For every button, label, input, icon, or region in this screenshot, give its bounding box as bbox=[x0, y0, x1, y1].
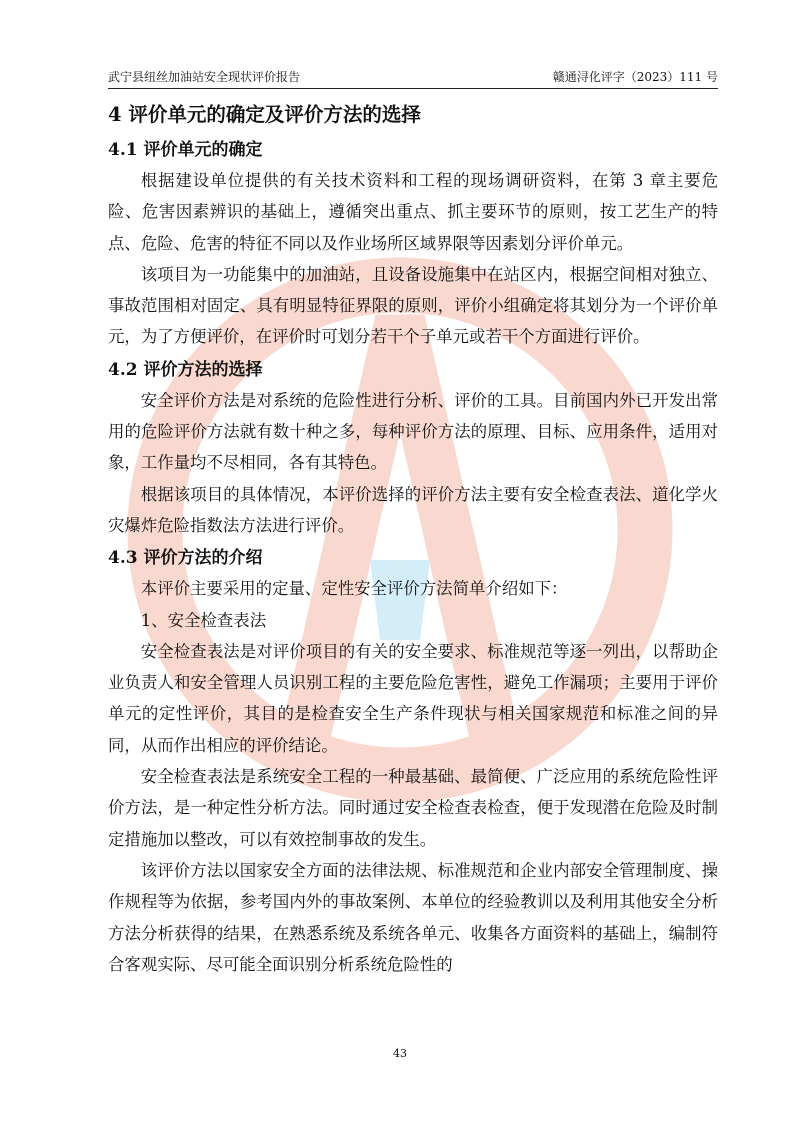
paragraph: 本评价主要采用的定量、定性安全评价方法简单介绍如下： bbox=[140, 579, 568, 599]
page-header bbox=[108, 68, 718, 89]
paragraph: 该评价方法以国家安全方面的法律法规、标准规范和企业内部安全管理制度、操作规程等为依据，参考国内外的事故案例、本单位的经验教训以及利用其他安全分析方法分析获得的结果，在熟悉系统及系统各单元、收集各方面资料的基础上，编制符合客观实际、尽可能全面识别分析系统危险性的 bbox=[108, 860, 718, 974]
section-heading-4-2: 4.2 评价方法的选择 bbox=[108, 359, 263, 380]
section-heading-4-3: 4.3 评价方法的介绍 bbox=[108, 548, 263, 569]
page-number: 43 bbox=[393, 1047, 407, 1060]
paragraph: 安全检查表法是系统安全工程的一种最基础、最简便、广泛应用的系统危险性评价方法，是一种定性分析方法。同时通过安全检查表检查，便于发现潜在危险及时制定措施加以整改，可以有效控制事故的发生。 bbox=[108, 767, 718, 849]
paragraph: 安全检查表法是对评价项目的有关的安全要求、标准规范等逐一列出，以帮助企业负责人和安全管理人员识别工程的主要危险危害性，避免工作漏项；主要用于评价单元的定性评价，其目的是检查安全生产条件现状与相关国家规范和标准之间的异同，从而作出相应的评价结论。 bbox=[108, 641, 718, 755]
page-content bbox=[108, 100, 718, 980]
list-item-label: 1、安全检查表法 bbox=[140, 610, 267, 630]
paragraph: 安全评价方法是对系统的危险性进行分析、评价的工具。目前国内外已开发出常用的危险评价方法就有数十种之多，每种评价方法的原理、目标、应用条件，适用对象，工作量均不尽相同，各有其特色。 bbox=[108, 390, 718, 473]
paragraph: 该项目为一功能集中的加油站，且设备设施集中在站区内，根据空间相对独立、事故范围相对固定、具有明显特征界限的原则，评价小组确定将其划分为一个评价单元，为了方便评价，在评价时可划分若干个子单元或若干个方面进行评价。 bbox=[108, 264, 718, 347]
paragraph: 根据建设单位提供的有关技术资料和工程的现场调研资料，在第 3 章主要危险、危害因素辨识的基础上，遵循突出重点、抓主要环节的原则，按工艺生产的特点、危险、危害的特征不同以及作业场所区域界限等因素划分评价单元。 bbox=[108, 171, 718, 253]
header-report-number: 赣通浔化评字（2023）111 号 bbox=[552, 70, 718, 84]
header-report-title: 武宁县纽丝加油站安全现状评价报告 bbox=[108, 70, 301, 84]
paragraph: 根据该项目的具体情况，本评价选择的评价方法主要有安全检查表法、道化学火灾爆炸危险指数法方法进行评价。 bbox=[108, 484, 718, 535]
section-heading-4-1: 4.1 评价单元的确定 bbox=[108, 140, 263, 160]
chapter-heading: 4 评价单元的确定及评价方法的选择 bbox=[108, 103, 421, 126]
